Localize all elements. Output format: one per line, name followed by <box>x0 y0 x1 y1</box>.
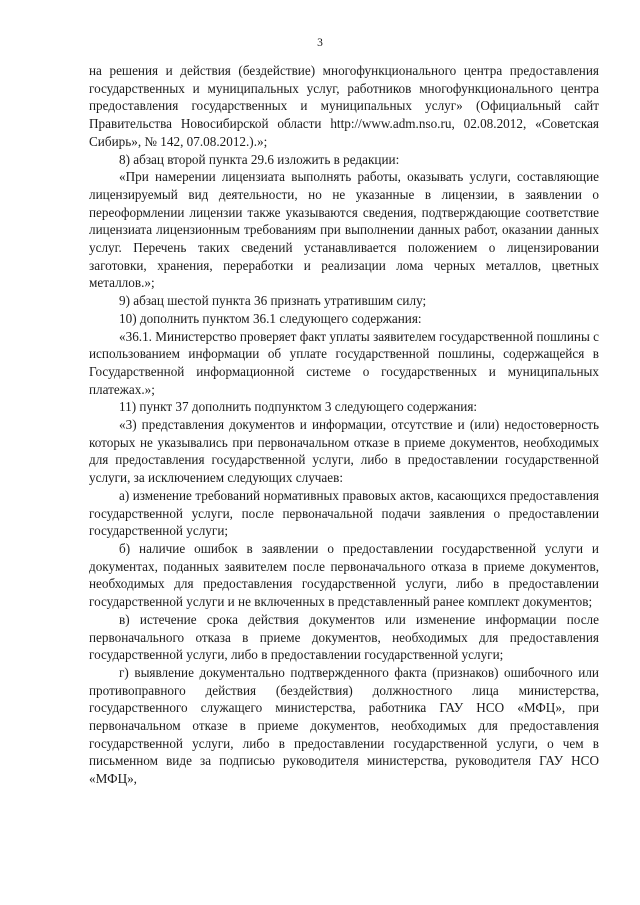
paragraph: «3) представления документов и информации, отсутствие и (или) недостоверность которых не указывались при первоначальном отказе в приеме документов, необходимых для предоставления государственной услуги, либо в предоставлении государственной услуги, за исключением следующих случаев: <box>89 417 599 486</box>
paragraph: «При намерении лицензиата выполнять работы, оказывать услуги, составляющие лицензируемый вид деятельности, но не указанные в лицензии, в заявлении о переоформлении лицензии также указываются сведения, подтверждающие соответствие лицензиата лицензионным требованиям при выполнении данных работ, оказании данных услуг. Перечень таких сведений устанавливается положением о лицензировании заготовки, хранения, переработки и реализации лома черных металлов, цветных металлов.»; <box>89 169 599 291</box>
paragraph: в) истечение срока действия документов или изменение информации после первоначального отказа в приеме документов, необходимых для предоставления государственной услуги, либо в предоставлении государственной услуги; <box>89 611 599 663</box>
paragraph: б) наличие ошибок в заявлении о предоставлении государственной услуги и документах, поданных заявителем после первоначального отказа в приеме документов, необходимых для предоставления государственной услуги, либо в предоставлении государственной услуги и не включенных в представленный ранее комплект документов; <box>89 540 599 610</box>
paragraph: 9) абзац шестой пункта 36 признать утратившим силу; <box>119 293 427 309</box>
document-body <box>89 62 599 788</box>
paragraph: 11) пункт 37 дополнить подпунктом 3 следующего содержания: <box>119 399 478 415</box>
paragraph: на решения и действия (бездействие) многофункционального центра предоставления государственных и муниципальных услуг, работников многофункционального центра предоставления государственных и муниципальных услуг» (Официальный сайт Правительства Новосибирской области http://www.adm.nso.ru, 02.08.2012, «Советская Сибирь», № 142, 07.08.2012.).»; <box>89 63 599 149</box>
paragraph: 8) абзац второй пункта 29.6 изложить в редакции: <box>119 151 400 167</box>
paragraph: а) изменение требований нормативных правовых актов, касающихся предоставления государственной услуги, после первоначальной подачи заявления о предоставлении государственной услуги; <box>89 487 599 539</box>
paragraph: 10) дополнить пунктом 36.1 следующего содержания: <box>119 310 422 326</box>
paragraph: «36.1. Министерство проверяет факт уплаты заявителем государственной пошлины с использованием информации об уплате государственной пошлины, содержащейся в Государственной информационной системе о государственных и муниципальных платежах.»; <box>89 328 599 397</box>
paragraph: г) выявление документально подтвержденного факта (признаков) ошибочного или противоправного действия (бездействия) должностного лица министерства, государственного служащего министерства, работника ГАУ НСО «МФЦ», при первоначальном отказе в приеме документов, необходимых для предоставления государственной услуги, либо в предоставлении государственной услуги, о чем в письменном виде за подписью руководителя министерства, руководителя ГАУ НСО «МФЦ», <box>89 664 599 787</box>
page-number: 3 <box>317 37 323 49</box>
